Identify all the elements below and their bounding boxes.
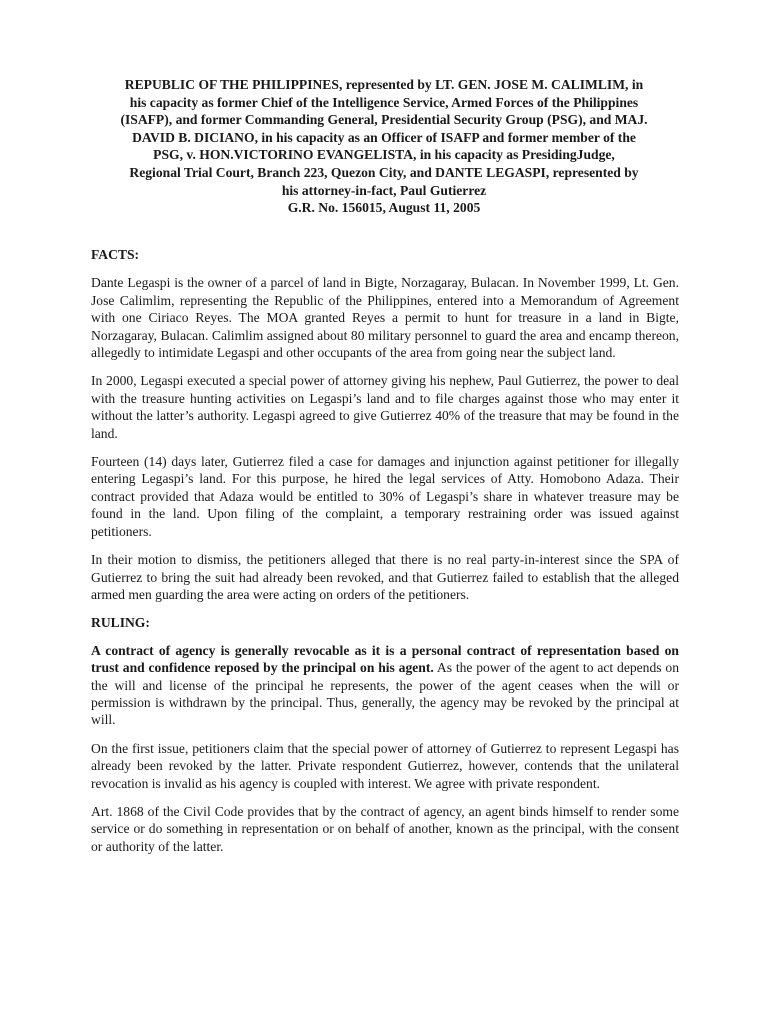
- facts-paragraph: In 2000, Legaspi executed a special power of attorney giving his nephew, Paul Gutierrez, the power to deal with the treasure hunting activities on Legaspi’s land and to file charges against those who may enter it without the latter’s authority. Legaspi agreed to give Gutierrez 40% of the treasure that may be found in the land.: [91, 373, 679, 441]
- ruling-bold-statement: A contract of agency is generally revocable as it is a personal contract of representation based on trust and confidence reposed by the principal on his agent.: [91, 642, 679, 676]
- case-number: G.R. No. 156015, August 11, 2005: [287, 200, 481, 216]
- facts-paragraph: Dante Legaspi is the owner of a parcel of land in Bigte, Norzagaray, Bulacan. In November 1999, Lt. Gen. Jose Calimlim, representing the Republic of the Philippines, entered into a Memorandum of Agreement with one Ciriaco Reyes. The MOA granted Reyes a permit to hunt for treasure in a land in Bigte, Norzagaray, Bulacan. Calimlim assigned about 80 military personnel to guard the area and encamp thereon, allegedly to intimidate Legaspi and other occupants of the area from going near the subject land.: [91, 275, 679, 361]
- facts-heading: FACTS:: [91, 247, 140, 262]
- ruling-continuation: As the power of the agent to act depends on the will and license of the principal he represents, the power of the agent ceases when the will or permission is withdrawn by the principal. Thus, generally, the agency may be revoked by the principal at will.: [91, 660, 679, 728]
- facts-paragraph: Fourteen (14) days later, Gutierrez filed a case for damages and injunction against petitioner for illegally entering Legaspi’s land. For this purpose, he hired the legal services of Atty. Homobono Adaza. Their contract provided that Adaza would be entitled to 30% of Legaspi’s share in whatever treasure may be found in the land. Upon filing of the complaint, a temporary restraining order was issued against petitioners.: [91, 454, 679, 539]
- ruling-heading: RULING:: [91, 615, 150, 631]
- title-line: (ISAFP), and former Commanding General, Presidential Security Group (PSG), and MAJ.: [120, 112, 648, 128]
- ruling-paragraph: On the first issue, petitioners claim that the special power of attorney of Gutierrez to represent Legaspi has already been revoked by the latter. Private respondent Gutierrez, however, contends that the unilateral revocation is invalid as his agency is coupled with interest. We agree with private respondent.: [91, 740, 679, 791]
- title-line: REPUBLIC OF THE PHILIPPINES, represented by LT. GEN. JOSE M. CALIMLIM, in: [124, 77, 644, 92]
- ruling-paragraph: Art. 1868 of the Civil Code provides that by the contract of agency, an agent binds himself to render some service or do something in representation or on behalf of another, known as the principal, with the consent or authority of the latter.: [91, 803, 679, 854]
- case-title: [80, 76, 688, 217]
- title-line: PSG, v. HON.VICTORINO EVANGELISTA, in his capacity as PresidingJudge,: [153, 147, 615, 163]
- title-line: DAVID B. DICIANO, in his capacity as an Officer of ISAFP and former member of the: [132, 129, 636, 145]
- ruling-paragraph: [91, 642, 679, 729]
- title-line: Regional Trial Court, Branch 223, Quezon City, and DANTE LEGASPI, represented by: [129, 164, 639, 180]
- title-line: his capacity as former Chief of the Intelligence Service, Armed Forces of the Philippines: [129, 94, 639, 110]
- document-body: [91, 246, 679, 866]
- title-line: his attorney-in-fact, Paul Gutierrez: [281, 182, 487, 198]
- facts-paragraph: In their motion to dismiss, the petitioners alleged that there is no real party-in-interest since the SPA of Gutierrez to bring the suit had already been revoked, and that Gutierrez failed to establish that the alleged armed men guarding the area were acting on orders of the petitioners.: [91, 552, 679, 602]
